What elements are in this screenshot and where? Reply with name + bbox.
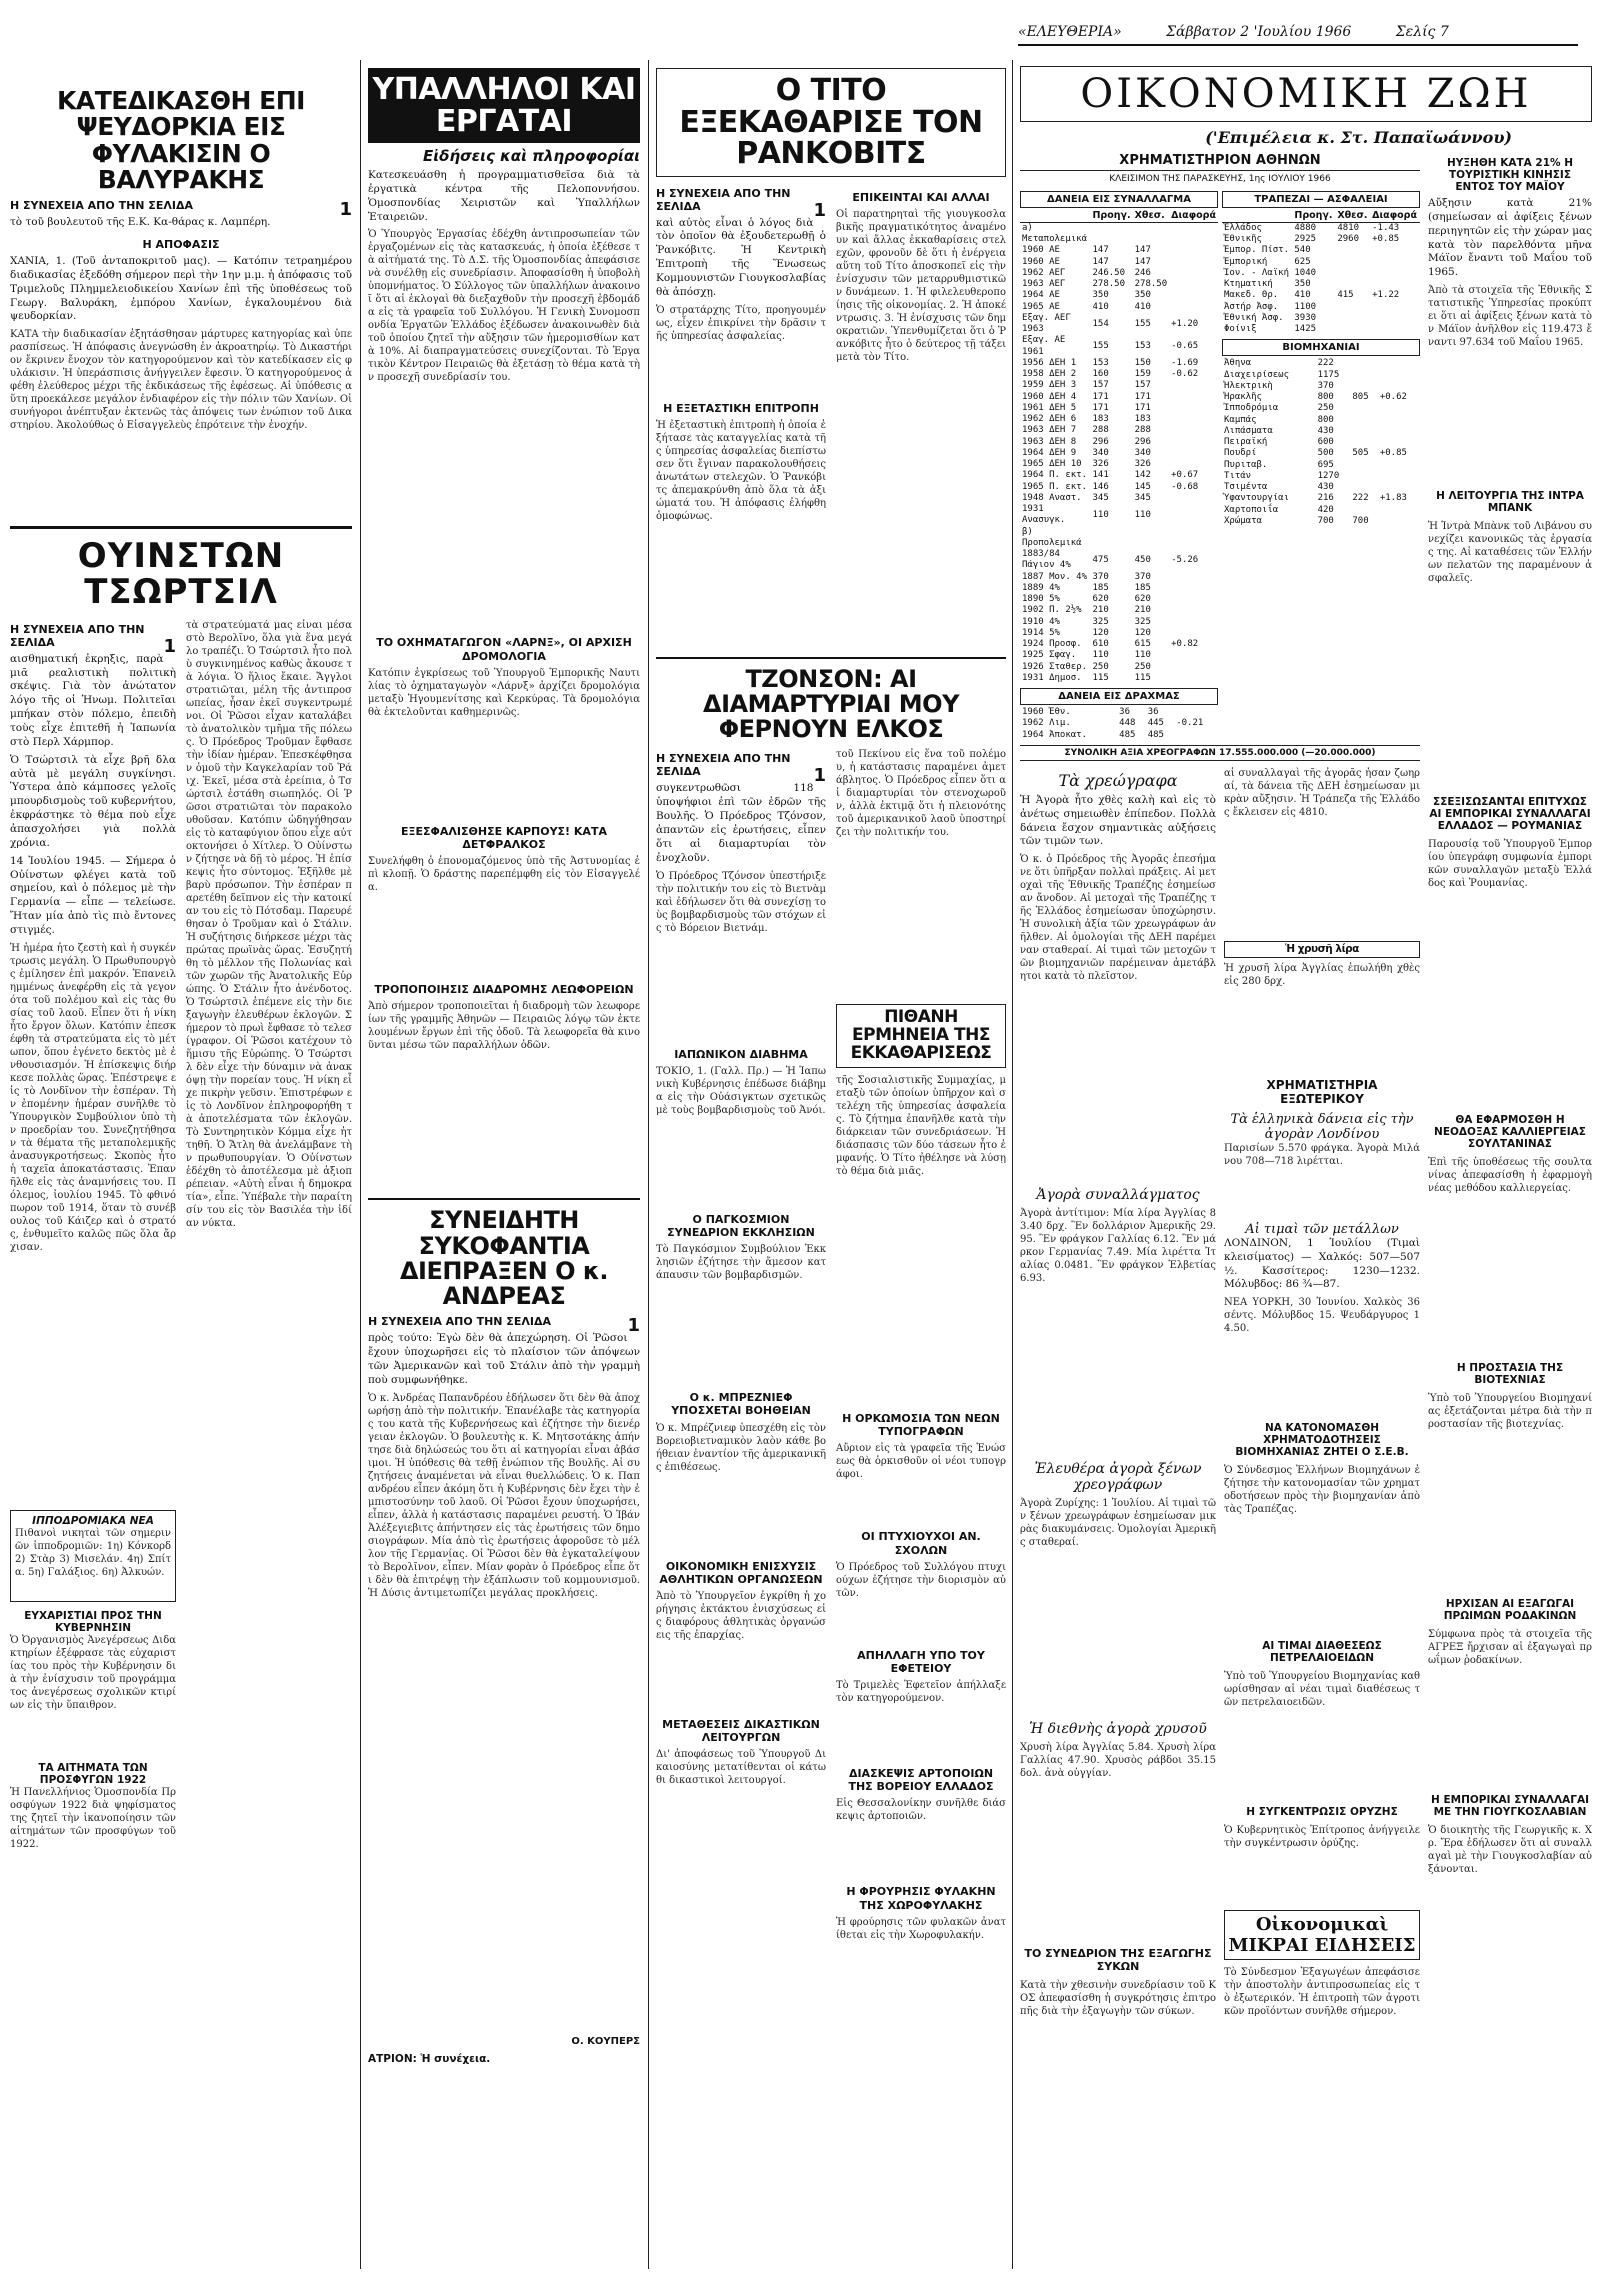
industry-row: Πουδρί 500 505 +0.85 bbox=[1224, 448, 1407, 459]
continuation-note: Η ΣΥΝΕΧΕΙΑ ΑΠΟ ΤΗΝ ΣΕΛΙΔΑ 1 bbox=[368, 1315, 640, 1337]
bond-row: 1902 Π. 2½% 210 210 bbox=[1022, 605, 1151, 616]
bond-row: 1914 5% 120 120 bbox=[1022, 627, 1151, 638]
bond-row: 1960 ΑΕ 147 147 bbox=[1022, 256, 1151, 267]
industry-row: Τιτάν 1270 bbox=[1224, 470, 1340, 481]
bond-row: 1924 Προσφ. 610 615 +0.82 bbox=[1022, 639, 1199, 650]
column-3 bbox=[656, 60, 1006, 2269]
metals-head: Αἱ τιμαὶ τῶν μετάλλων bbox=[1245, 1221, 1399, 1237]
economy-mid bbox=[1020, 767, 1420, 2136]
col-prev: Προηγ. bbox=[1092, 210, 1131, 221]
article-body: πρὸς τούτο: Ἐγὼ δὲν θὰ ἀπεχώρηση. Οἱ Ῥῶσοι ἔχουν ὑποχωρῆσει εἰς τὸ πλαίσιον τῶν ἀπόψεων τῶν Ἀμερικανῶν καὶ τοῦ Στάλιν ἀπὸ τὴν γραμμὴ ποὺ συμφωνήθηκε. bbox=[368, 1332, 640, 1386]
refugees-box: ΤΑ ΑΙΤΗΜΑΤΑ ΤΩΝ ΠΡΟΣΦΥΓΩΝ 1922 Ἡ Πανελλήνιος Ὁμοσπονδία Προσφύγων 1922 διὰ ψηφίσματος της ζητεῖ τὴν ἱκανοποίησιν τῶν αἰτημάτων τῶν προσφύγων τοῦ 1922. bbox=[10, 1761, 176, 1850]
headline-churchill: ΟΥΙΝΣΤΩΝ ΤΣΩΡΤΣΙΛ bbox=[77, 536, 285, 613]
bond-row: 1965 Π. εκτ. 146 145 -0.68 bbox=[1022, 481, 1199, 492]
bond-row: a) Μεταπολεμικά bbox=[1022, 222, 1088, 245]
subhead-more: ΕΠΙΚΕΙΝΤΑΙ ΚΑΙ ΑΛΛΑΙ bbox=[852, 190, 990, 204]
forex-head: Ἀγορὰ συναλλάγματος bbox=[1036, 1187, 1200, 1204]
bond-row: 1889 4% 185 185 bbox=[1022, 582, 1151, 593]
industry-row: Τσιμέντα 430 bbox=[1224, 482, 1334, 493]
bonds-table bbox=[1020, 210, 1218, 684]
article-text-block: Ἡ ἡμέρα ἦτο ζεστὴ καὶ ἡ συγκέντρωσις μεγάλη. Ὁ Πρωθυπουργὸς ἐμίλησεν ἐπὶ μακρόν. Ἐπανειλημμένως ἀνεφέρθη εἰς τὰ γεγονότα τοῦ πολέμου καὶ εἰς τὰς θυσίας τοῦ λαοῦ. Εἶπεν ὅτι ἡ νίκη ἦτο ἔργον ὅλων. Κατόπιν ἐπεσκέφθη τὰ στρατεύματα εἰς τὸ μέτωπον, ὅπου ἐγένετο δεκτὸς μὲ ἐνθουσιασμόν. Ἡ ἐπίσκεψις διήρκεσε πολλὰς ὥρας. Ἐπέστρεψε εἰς τὸ Λονδῖνον τὴν ἑσπέραν. Τὴν ἑπομένην ἡμέραν συνῆλθε τὸ Ὑπουργικὸν Συμβούλιον ὑπὸ τὴν προεδρίαν του. Συνεζητήθησαν τὰ θέματα τῆς μεταπολεμικῆς ἀνασυγκροτήσεως. Σκοπὸς ἦτο ἡ ταχεῖα ἀποκατάστασις. Ἐπανῆλθε εἰς τὰς ἀναμνήσεις του. Πόλεμος, ἰουλίου 1945. Τὸ φθινόπωρον τοῦ 1914, ὅταν τὸ συνέβουλος τοῦ Κάιζερ καὶ ὁ στρατός, ἐνθυμεῖτο καλῶς πῶς ὅλα ἄρχισαν. bbox=[10, 942, 176, 1253]
bond-row: 1960 ΑΕ 147 147 bbox=[1022, 245, 1151, 256]
bond-row: 1963 ΔΕΗ 7 288 288 bbox=[1022, 425, 1151, 436]
section-rule bbox=[656, 657, 1006, 659]
drachma-table bbox=[1020, 707, 1218, 741]
figs-head: ΤΟ ΣΥΝΕΔΡΙΟΝ ΤΗΣ ΕΞΑΓΩΓΗΣ ΣΥΚΩΝ bbox=[1024, 1947, 1212, 1974]
subhead-transfers: ΜΕΤΑΘΕΣΕΙΣ ΔΙΚΑΣΤΙΚΩΝ ΛΕΙΤΟΥΡΓΩΝ bbox=[662, 1717, 820, 1745]
economy-mid-a: Τὰ χρεώγραφα Ἡ Ἀγορὰ ἦτο χθὲς καλὴ καὶ εἰς τὸ ἀνέτως σημειωθὲν ἐπίπεδον. Πολλὰ δάνεια ἔσχον σημαντικὰς αὐξήσεις τῶν τιμῶν των. Ὁ κ. ὁ Πρόεδρος τῆς Ἀγορᾶς ἐπεσήμανε ὅτι ὑπῆρξαν πολλαὶ πράξεις. Αἱ μετοχαὶ τῆς Ἐθνικῆς Τραπέζης ἐσημείωσαν ἄνοδον. Αἱ μετοχαὶ τῆς Τραπέζης τῆς Ἑλλάδος ἐσημείωσαν ὑποχώρησιν. Ἡ συνολικὴ ἀξία τῶν χρεωγράφων ἀνῆλθεν. Αἱ ὁμολογίαι τῆς ΔΕΗ παρέμειναν σταθεραί. Αἱ τιμαὶ τῶν μετοχῶν τῶν βιομηχανιῶν παρέμειναν ἀμετάβλητοι κατὰ τὸ πλεῖστον. Ἀγορὰ συναλλάγματος Ἀγορὰ ἀντίτιμον: Μία λίρα Ἀγγλίας 83.40 δρχ. Ἓν δολλάριον Ἀμερικῆς 29.95. Ἓν φράγκον Γαλλίας 6.12. Ἓν μάρκον Γερμανίας 7.49. Μία λιρέττα Ἰταλίας 0.0481. Ἓν φράγκον Ἑλβετίας 6.93. Ἐλευθέρα ἀγορὰ ξένων χρεογράφων Ἀγορὰ Ζυρίχης: 1 Ἰουλίου. Αἱ τιμαὶ τῶν ξένων χρεωγράφων ἐσημείωσαν μικρὰς διακυμάνσεις. Ὁμολογίαι Ἀμερικῆς σταθεραί. Ἡ διεθνὴς ἀγορὰ χρυσοῦ Χρυσὴ λίρα Ἀγγλίας 5.84. Χρυσὴ λίρα Γαλλίας 47.90. Χρυσὸς ράβδοι 35.15 δολ. ἀνὰ οὐγγίαν. ΤΟ ΣΥΝΕΔΡΙΟΝ ΤΗΣ ΕΞΑΓΩΓΗΣ ΣΥΚΩΝ Κατὰ τὴν χθεσινὴν συνεδρίασιν τοῦ ΚΟΣ ἀπεφασίσθη ἡ συγκρότησις ἐπιτροπῆς διὰ τὴν ἐξαγωγὴν τῶν σύκων. bbox=[1020, 770, 1216, 2018]
total-value: ΣΥΝΟΛΙΚΗ ΑΞΙΑ ΧΡΕΟΓΡΑΦΩΝ 17.555.000.000 (—20.000.000) bbox=[1020, 745, 1420, 761]
exchange-block bbox=[1020, 153, 1420, 2136]
headline-tito: Ο ΤΙΤΟ ΕΞΕΚΑΘΑΡΙΣΕ ΤΟΝ ΡΑΝΚΟΒΙΤΣ bbox=[656, 68, 1006, 177]
peaches-head: ΗΡΧΙΣΑΝ ΑΙ ΕΞΑΓΩΓΑΙ ΠΡΩΙΜΩΝ ΡΟΔΑΚΙΝΩΝ bbox=[1443, 1598, 1577, 1623]
col-yesterday: Χθεσ. bbox=[1133, 210, 1170, 222]
industry-row: Ἰπποδρόμια 250 bbox=[1224, 403, 1334, 414]
banks-table bbox=[1222, 210, 1420, 335]
subhead-brezhnev: Ο κ. ΜΠΡΕΖΝΙΕΦ ΥΠΟΣΧΕΤΑΙ ΒΟΗΘΕΙΑΝ bbox=[671, 1391, 811, 1418]
article-body: συγκεντρωθῶσι 118 ὑποψήφιοι ἐπὶ τῶν ἑδρῶν τῆς Βουλῆς. Ὁ Πρόεδρος Τζόνσον, ἀπαντῶν εἰς ἐρωτήσεις, εἶπεν ὅτι αἱ διαμαρτυρίαι τὸν ἐνοχλοῦν. bbox=[656, 782, 826, 864]
drachma-row: 1964 Ἀποκατ. 485 485 bbox=[1022, 729, 1164, 740]
johnson-col-b: τοῦ Πεκίνου εἰς ἕνα τοῦ πολέμου, ἡ κατάστασις παραμένει ἀμετάβλητος. Ὁ Πρόεδρος εἶπεν ὅτι αἱ διαμαρτυρίαι τὸν στενοχωροῦν, ἀλλὰ ἐκτιμᾷ ὅτι ἡ πλειονότης τοῦ ἀμερικανικοῦ λαοῦ ὑποστηρίζει τὴν πολιτικήν του. ΠΙΘΑΝΗ ΕΡΜΗΝΕΙΑ ΤΗΣ ΕΚΚΑΘΑΡΙΣΕΩΣ τῆς Σοσιαλιστικῆς Συμμαχίας, μεταξὺ τῶν ὁποίων ὑπῆρχον καὶ στελέχη τῆς ὑπηρεσίας ἀσφαλείας. Τὸ ζήτημα ἐπανῆλθε κατὰ τὴν διάρκειαν τῶν συνεδριάσεων. Ἡ διάσπασις τῶν δύο τάσεων ἦτο ἐμφανής. Ὁ Τίτο ἠθέλησε νὰ λύσῃ τὸ θέμα διὰ μιᾶς. Η ΟΡΚΩΜΟΣΙΑ ΤΩΝ ΝΕΩΝ ΤΥΠΟΓΡΑΦΩΝ Αὔριον εἰς τὰ γραφεῖα τῆς Ἑνώσεως θὰ ὁρκισθοῦν οἱ νέοι τυπογράφοι. ΟΙ ΠΤΥΧΙΟΥΧΟΙ ΑΝ. ΣΧΟΛΩΝ Ὁ Πρόεδρος τοῦ Συλλόγου πτυχιούχων ἐζήτησε τὴν διορισμὸν αὐτῶν. ΑΠΗΛΛΑΓΗ ΥΠΟ ΤΟΥ ΕΦΕΤΕΙΟΥ Τὸ Τριμελὲς Ἐφετεῖον ἀπήλλαξε τὸν κατηγορούμενον. ΔΙΑΣΚΕΨΙΣ ΑΡΤΟΠΟΙΩΝ ΤΗΣ ΒΟΡΕΙΟΥ ΕΛΛΑΔΟΣ Εἰς Θεσσαλονίκην συνῆλθε διάσκεψις ἀρτοποιῶν. Η ΦΡΟΥΡΗΣΙΣ ΦΥΛΑΚΗΝ ΤΗΣ ΧΩΡΟΦΥΛΑΚΗΣ Ἡ φρούρησις τῶν φυλακῶν ἀνατίθεται εἰς τὴν Χωροφυλακήν. bbox=[836, 749, 1006, 1941]
tito-col-a: Η ΣΥΝΕΧΕΙΑ ΑΠΟ ΤΗΝ ΣΕΛΙΔΑ 1 καὶ αὐτὸς εἶναι ὁ λόγος διὰ τὸν ὁποῖον θὰ ἐξουδετερωθῇ ὁ Ῥανκόβιτς. Ἡ Κεντρικὴ Ἐπιτροπὴ τῆς Ἕνωσεως Κομμουνιστῶν Γιουγκοσλαβίας θὰ ἀπόσχῃ. Ὁ στρατάρχης Τίτο, προηγουμένως, εἶχεν ἐπικρίνει τὴν δρᾶσιν τῆς ὑπηρεσίας ἀσφαλείας. Η ΕΞΕΤΑΣΤΙΚΗ ΕΠΙΤΡΟΠΗ Ἡ ἐξεταστικὴ ἐπιτροπὴ ἡ ὁποία ἐξήτασε τὰς καταγγελίας κατὰ τῆς ὑπηρεσίας ἀσφαλείας διεπίστωσεν ὅτι ἔγιναν παρακολουθήσεις ἀνωτάτων στελεχῶν. Ὁ Ῥανκόβιτς ἀπεμακρύνθη ἀπὸ ὅλα τὰ ἀξιώματά του. Ἡ ἀπόφασις ἐλήφθη ὁμοφώνως. bbox=[656, 186, 826, 522]
article-text-block: Ὁ κ. Ἀνδρέας Παπανδρέου ἐδήλωσεν ὅτι δὲν θὰ ἀποχωρήσῃ ἀπὸ τὴν πολιτικήν. Ἐπανέλαβε τὰς κατηγορίας του κατὰ τῆς Κυβερνήσεως καὶ ἐζήτησε τὴν διενέργειαν ἐκλογῶν. Ὁ βουλευτὴς κ. Κ. Μητσοτάκης ἀπήντησε διὰ δηλώσεώς του ὅτι αἱ κατηγορίαι εἶναι ἀβάσιμοι. Ἡ ὑπόθεσις θὰ τεθῇ ἐνώπιον τῆς Βουλῆς. Αἱ συζητήσεις ἀναμένεται νὰ εἶναι θυελλώδεις. Ὁ κ. Παπανδρέου εἶπεν ἀκόμη ὅτι ἡ Κυβέρνησις δὲν ἔχει τὴν ἐμπιστοσύνην τοῦ λαοῦ. Οἱ Ῥῶσοι ἔχουν ὑποχωρήσει, εἶπεν, ἀλλὰ ἡ κατάστασις παραμένει ρευστή. Ὁ Ἰβάν Ἀλέξεγιεβιτς ἀπήντησεν εἰς τὰς ἐρωτήσεις τῶν δημοσιογράφων. Μία ἀπὸ τὶς ἐρωτήσεις ἀφοροῦσε τὸ μέλλον τῆς Γερμανίας. Οἱ Ῥῶσοι δὲν θὰ ἐγκαταλείψουν τὸ Βερολῖνον, εἶπεν. Μίαν φορὰν ὁ Πρόεδρος εἶπε ὅτι δὲν θὰ ἐπιτρέψῃ τὴν ἐξάπλωσιν τοῦ κομμουνισμοῦ. Ἡ Δύσις ἀντιμετωπίζει μεγάλας προκλήσεις. bbox=[368, 1392, 640, 1599]
subhead-sports: ΟΙΚΟΝΟΜΙΚΗ ΕΝΙΣΧΥΣΙΣ ΑΘΛΗΤΙΚΩΝ ΟΡΓΑΝΩΣΕΩΝ bbox=[659, 1559, 823, 1586]
gold-lira-head: Ἡ χρυσῆ λίρα bbox=[1224, 941, 1420, 958]
bond-row: β) Προπολεμικά bbox=[1022, 526, 1082, 548]
bond-row: Εξαγ. ΑΕ 1961 155 153 -0.65 bbox=[1022, 335, 1199, 357]
securities-head: Τὰ χρεώγραφα bbox=[1058, 770, 1178, 790]
economy-right: ΗΥΞΗΘΗ ΚΑΤΑ 21% Η ΤΟΥΡΙΣΤΙΚΗ ΚΙΝΗΣΙΣ ΕΝΤΟΣ ΤΟΥ ΜΑΪΟΥ Αὔξησιν κατὰ 21% (σημείωσαν αἱ ἀφίξεις ξένων περιηγητῶν εἰς τὴν χώραν μας κατὰ τὸν παρελθόντα μῆνα Μάϊον ἔναντι τοῦ Μαΐου τοῦ 1965. Ἀπὸ τὰ στοιχεῖα τῆς Ἐθνικῆς Στατιστικῆς Ὑπηρεσίας προκύπτει ὅτι αἱ ἀφίξεις ξένων κατὰ τὸν Μάϊον ἀνῆλθον εἰς 119.473 ἔναντι 97.634 τοῦ Μαΐου 1965. Η ΛΕΙΤΟΥΡΓΙΑ ΤΗΣ ΙΝΤΡΑ ΜΠΑΝΚ Ἡ Ἰντρὰ Μπὰνκ τοῦ Λιβάνου συνεχίζει κανονικῶς τὰς ἐργασίας της. Αἱ καταθέσεις τῶν Ἑλλήνων πελατῶν της παραμένουν ἀσφαλεῖς. ΣΣΕΞΙΣΩΣΑΝΤΑΙ ΕΠΙΤΥΧΩΣ ΑΙ ΕΜΠΟΡΙΚΑΙ ΣΥΝΑΛΛΑΓΑΙ ΕΛΛΑΔΟΣ — ΡΟΥΜΑΝΙΑΣ Παρουσίᾳ τοῦ Ὑπουργοῦ Ἐμπορίου ὑπεγράφη συμφωνία ἐμπορικῶν συναλλαγῶν μεταξὺ Ἑλλάδος καὶ Ῥουμανίας. ΘΑ ΕΦΑΡΜΟΣΘΗ Η ΝΕΟΔΟΞΑΣ ΚΑΛΛΙΕΡΓΕΙΑΣ ΣΟΥΛΤΑΝΙΝΑΣ Ἐπὶ τῆς ὑποθέσεως τῆς σουλτανίνας ἀπεφασίσθη ἡ ἐφαρμογὴ νέας μεθόδου καλλιεργείας. Η ΠΡΟΣΤΑΣΙΑ ΤΗΣ ΒΙΟΤΕΧΝΙΑΣ Ὑπὸ τοῦ Ὑπουργείου Βιομηχανίας ἐξετάζονται μέτρα διὰ τὴν προστασίαν τῆς βιοτεχνίας. ΗΡΧΙΣΑΝ ΑΙ ΕΞΑΓΩΓΑΙ ΠΡΩΙΜΩΝ ΡΟΔΑΚΙΝΩΝ Σύμφωνα πρὸς τὰ στοιχεῖα τῆς ΑΓΡΕΞ ἤρχισαν αἱ ἐξαγωγαὶ πρωΐμων ῥοδακίνων. Η ΕΜΠΟΡΙΚΑΙ ΣΥΝΑΛΛΑΓΑΙ ΜΕ ΤΗΝ ΓΙΟΥΓΚΟΣΛΑΒΙΑΝ Ὁ διοικητὴς τῆς Γεωργικῆς κ. Χρ. Ἔρα ἐδήλωσεν ὅτι αἱ συναλλαγαὶ μὲ τὴν Γιουγκοσλαβίαν αὐξάνονται. bbox=[1428, 157, 1592, 1876]
bank-row: Ἑλλάδος 4880 4810 -1.43 bbox=[1224, 222, 1400, 233]
kicker: Εἰδήσεις καὶ πληροφορίαι bbox=[423, 147, 640, 165]
johnson-col-a: Η ΣΥΝΕΧΕΙΑ ΑΠΟ ΤΗΝ ΣΕΛΙΔΑ 1 συγκεντρωθῶσι 118 ὑποψήφιοι ἐπὶ τῶν ἑδρῶν τῆς Βουλῆς. Ὁ Πρόεδρος Τζόνσον, ἀπαντῶν εἰς ἐρωτήσεις, εἶπεν ὅτι αἱ διαμαρτυρίαι τὸν ἐνοχλοῦν. Ὁ Πρόεδρος Τζόνσον ὑπεστήριξε τὴν πολιτικήν του εἰς τὸ Βιετνὰμ καὶ ἐδήλωσεν ὅτι θὰ συνεχίσῃ τοὺς βομβαρδισμοὺς τῶν στόχων εἰς τὸ Βόρειον Βιετνάμ. ΙΑΠΩΝΙΚΟΝ ΔΙΑΒΗΜΑ ΤΟΚΙΟ, 1. (Γαλλ. Πρ.) — Ἡ Ἰαπωνικὴ Κυβέρνησις ἐπέδωσε διάβημα εἰς τὴν Οὐάσιγκτων σχετικῶς μὲ τοὺς βομβαρδισμοὺς τοῦ Ἀνόι. Ο ΠΑΓΚΟΣΜΙΟΝ ΣΥΝΕΔΡΙΟΝ ΕΚΚΛΗΣΙΩΝ Τὸ Παγκόσμιον Συμβούλιον Ἐκκλησιῶν ἐζήτησε τὴν ἄμεσον κατάπαυσιν τῶν βομβαρδισμῶν. Ο κ. ΜΠΡΕΖΝΙΕΦ ΥΠΟΣΧΕΤΑΙ ΒΟΗΘΕΙΑΝ Ὁ κ. Μπρέζνιεφ ὑπεσχέθη εἰς τὸν Βορειοβιετναμικὸν λαὸν κάθε βοήθειαν ἐναντίον τῆς ἀμερικανικῆς ἐπιθέσεως. ΟΙΚΟΝΟΜΙΚΗ ΕΝΙΣΧΥΣΙΣ ΑΘΛΗΤΙΚΩΝ ΟΡΓΑΝΩΣΕΩΝ Ἀπὸ τὸ Ὑπουργεῖον ἐγκρίθη ἡ χορήγησις ἐκτάκτου ἐνισχύσεως εἰς διαφόρους ἀθλητικὰς ὀργανώσεις τῆς ἐπαρχίας. ΜΕΤΑΘΕΣΕΙΣ ΔΙΚΑΣΤΙΚΩΝ ΛΕΙΤΟΥΡΓΩΝ Δι' ἀποφάσεως τοῦ Ὑπουργοῦ Δικαιοσύνης μετατίθενται οἱ κάτωθι δικαστικοὶ λειτουργοί. bbox=[656, 752, 826, 1787]
page-number: Σελίς 7 bbox=[1395, 24, 1449, 40]
bank-row: Φοίνιξ 1425 bbox=[1224, 324, 1317, 335]
bank-row: Ἐμπορική 625 bbox=[1224, 256, 1311, 267]
industry-row: Πυριταβ. 695 bbox=[1224, 459, 1334, 470]
bond-row: 1959 ΔΕΗ 3 157 157 bbox=[1022, 380, 1151, 391]
bond-row: 1961 ΔΕΗ 5 171 171 bbox=[1022, 402, 1151, 413]
industry-row: Χαρτοποιΐα 420 bbox=[1224, 504, 1334, 515]
tables-row bbox=[1020, 187, 1420, 741]
small-news-box: Οἰκονομικαὶ ΜΙΚΡΑΙ ΕΙΔΗΣΕΙΣ bbox=[1224, 1910, 1420, 1960]
industry-title: ΒΙΟΜΗΧΑΝΙΑΙ bbox=[1222, 339, 1420, 356]
bank-row: Ἀστήρ Ἀσφ. 1100 bbox=[1224, 301, 1317, 312]
drachma-title: ΔΑΝΕΙΑ ΕΙΣ ΔΡΑΧΜΑΣ bbox=[1020, 688, 1218, 705]
column-rule bbox=[360, 60, 361, 2269]
tomorrow-note: ΑΤΡΙΟΝ: Ἡ συνέχεια. bbox=[368, 2052, 491, 2065]
thanks-box: ΕΥΧΑΡΙΣΤΙΑΙ ΠΡΟΣ ΤΗΝ ΚΥΒΕΡΝΗΣΙΝ Ὁ Ὀργανισμὸς Ἀνεγέρσεως Διδακτηρίων ἐξέφρασε τὰς εὐχαριστίας του πρὸς τὴν Κυβέρνησιν διὰ τὴν ἐνίσχυσιν τοῦ προγράμματος ἀνεγέρσεως σχολικῶν κτιρίων εἰς τὴν ὕπαιθρον. bbox=[10, 1609, 176, 1711]
subhead-graduates: ΟΙ ΠΤΥΧΙΟΥΧΟΙ ΑΝ. ΣΧΟΛΩΝ bbox=[861, 1530, 981, 1557]
col-yesterday: Χθεσ. bbox=[1335, 210, 1370, 222]
column-1 bbox=[10, 60, 352, 2269]
yugoslavia-trade-head: Η ΕΜΠΟΡΙΚΑΙ ΣΥΝΑΛΛΑΓΑΙ ΜΕ ΤΗΝ ΓΙΟΥΓΚΟΣΛΑΒΙΑΝ bbox=[1431, 1794, 1589, 1819]
subhead-acquitted: ΑΠΗΛΛΑΓΗ ΥΠΟ ΤΟΥ ΕΦΕΤΕΙΟΥ bbox=[857, 1648, 985, 1675]
bank-row: Ἰον. - Λαϊκή 1040 bbox=[1224, 267, 1317, 278]
bond-row: 1948 Αναστ. 345 345 bbox=[1022, 492, 1151, 503]
section-rule bbox=[368, 1198, 640, 1200]
bond-row: 1962 ΔΕΗ 6 183 183 bbox=[1022, 414, 1151, 425]
rice-head: Η ΣΥΓΚΕΝΤΡΩΣΙΣ ΟΡΥΖΗΣ bbox=[1246, 1806, 1398, 1819]
drachma-row: 1962 Λιμ. 448 445 -0.21 bbox=[1022, 718, 1204, 729]
bond-row: 1931 Δημοσ. 115 115 bbox=[1022, 672, 1151, 683]
bonds-title: ΔΑΝΕΙΑ ΕΙΣ ΣΥΝΑΛΛΑΓΜΑ bbox=[1020, 191, 1218, 208]
bonds-table-wrap bbox=[1020, 187, 1218, 741]
article-text-block: τὰ στρατεύματά μας εἶναι μέσα στὸ Βερολῖνο, ὅλα γιὰ ἕνα μεγάλο τραπέζι. Ὁ Τσώρτσιλ ἦτο πολὺ συγκινημένος καθὼς ἄκουσε τὰ λόγια. Ὁ ἥλιος ἔκαιε. Ἄγγλοι στρατιῶται, μέλη τῆς ἀντιπροσωπείας, ἦσαν ἐκεῖ συγκεντρωμένοι. Οἱ Ῥῶσοι εἶχαν καταλάβει τὸ ἀνατολικὸν τμῆμα τῆς πόλεως. Ὁ Πρόεδρος Τροῦμαν ἔφθασε τὴν ἰδίαν ἡμέραν. Ἐπεσκέφθησαν ὁμοῦ τὴν Καγκελαρίαν τοῦ Ῥάιχ. Ἐκεῖ, μέσα στὰ ἐρείπια, ὁ Τσώρτσιλ ἐστάθη σιωπηλός. Οἱ Ῥῶσοι στρατιῶται τὸν παρακολουθοῦσαν. Κατόπιν ὠδηγήθησαν εἰς τὸ καταφύγιον ὅπου εἶχε αὐτοκτονήσει ὁ Χίτλερ. Ὁ Οὐίνστων ζήτησε νὰ δῇ τὸ μέρος. Ἡ ἐπίσκεψις ἦτο σύντομος. Ἐξῆλθε μὲ βαρὺ πρόσωπον. Τὴν ἑσπέραν παρετέθη δεῖπνον εἰς τὴν κατοικίαν του εἰς τὸ Πότσδαμ. Παρευρέθησαν ὁ Τροῦμαν καὶ ὁ Στάλιν. Ἡ συζήτησις διήρκεσε μέχρι τὰς πρώτας πρωϊνὰς ὥρας. Ἐσυζητήθη τὸ μέλλον τῆς Πολωνίας καὶ τῶν χωρῶν τῆς Ἀνατολικῆς Εὐρώπης. Ὁ Στάλιν ἦτο ἀνένδοτος. Ὁ Τσώρτσιλ ἐπέμενε εἰς τὴν διεξαγωγὴν ἐλευθέρων ἐκλογῶν. Σήμερον τὸ πρωὶ ἔφθασε τὸ τελεσίγραφον. Οἱ Ῥῶσοι κατέχουν τὸ ἥμισυ τῆς Εὐρώπης. Ὁ Τσώρτσιλ δὲν εἶχε τὴν δύναμιν νὰ ἀνακόψῃ τὴν πορείαν τους. Ἡ νίκη εἶχε πικρὴν γεῦσιν. Ἐπιστρέφων εἰς τὸ Λονδῖνον ἐπληροφορήθη τὰ ἀποτελέσματα τῶν ἐκλογῶν. Τὸ Συντηρητικὸν Κόμμα εἶχε ἡττηθῆ. Ὁ Ἄτλη θὰ ἀνελάμβανε τὴν πρωθυπουργίαν. Ὁ Οὐίνστων ἐδέχθη τὸ ἀποτέλεσμα μὲ ἀξιοπρέπειαν. «Αὐτὴ εἶναι ἡ δημοκρατία», εἶπε. Ὑπέβαλε τὴν παραίτησίν του εἰς τὸν Βασιλέα τὴν ἰδίαν νύκτα. bbox=[186, 619, 352, 1229]
gold-market-head: Ἡ διεθνὴς ἀγορὰ χρυσοῦ bbox=[1029, 1721, 1207, 1738]
article-body: αισθηματική ἐκρηξις, παρὰ μιᾶ ρεαλιστικὴ πολιτικὴ σκέψις. Γιὰ τὸν ἀνώτατον λόγο τῆς οἱ Ἡνωμ. Πολιτεῖαι μπήκαν στὸν πόλεμο, ἐπειδὴ τοὺς εἶχε ἐπιτεθῆ ἡ Ἰαπωνία στὸ Περλ Χάρμπορ. bbox=[10, 652, 176, 748]
subhead-bakers: ΔΙΑΣΚΕΨΙΣ ΑΡΤΟΠΟΙΩΝ ΤΗΣ ΒΟΡΕΙΟΥ ΕΛΛΑΔΟΣ bbox=[848, 1767, 994, 1794]
industry-row: Χρώματα 700 700 bbox=[1224, 515, 1369, 526]
article-text-block: ΚΑΤΑ τὴν διαδικασίαν ἐξητάσθησαν μάρτυρες κατηγορίας καὶ ὑπερασπίσεως. Ἡ ἀπόφασις ἀνεγνώσθη ἐν ἀκροατηρίῳ. Τὸ Δικαστήριον ἔκρινεν ἔνοχον τὸν κατηγορούμενον καὶ τὸν κατεδίκασεν εἰς φυλάκισιν. Ἡ ὑπεράσπισις ἀνήγγειλεν ἔφεσιν. Ὁ κατηγορούμενος ἀφέθη ἐλεύθερος μέχρι τῆς ἐκδικάσεως τῆς ἐφέσεως. Αἱ ὑπόθεσις αὕτη προεκάλεσε μεγάλον ἐνδιαφέρον εἰς τὴν πόλιν τῶν Χανίων. Οἱ συνήγοροι ἀνέπτυξαν ἐκτενῶς τὰς ἀπόψεις των ἐνώπιον τοῦ Δικαστηρίου. Ἀκολούθως ὁ Εἰσαγγελεὺς ἐπρότεινε τὴν ἐνοχήν. bbox=[10, 329, 352, 432]
intrabank-head: Η ΛΕΙΤΟΥΡΓΙΑ ΤΗΣ ΙΝΤΡΑ ΜΠΑΝΚ bbox=[1436, 490, 1584, 515]
bond-row: 1963 ΔΕΗ 8 296 296 bbox=[1022, 436, 1151, 447]
bank-row: Ἐμπορ. Πίστ. 540 bbox=[1224, 245, 1311, 256]
col-diff: Διαφορά bbox=[1171, 210, 1216, 221]
petroleum-head: ΑΙ ΤΙΜΑΙ ΔΙΑΘΕΣΕΩΣ ΠΕΤΡΕΛΑΙΟΕΙΔΩΝ bbox=[1262, 1640, 1382, 1665]
industry-row: Ὑφαντουργίαι 216 222 +1.83 bbox=[1224, 493, 1407, 504]
article-body: 14 Ἰουλίου 1945. — Σήμερα ὁ Οὐίνστων φλέγει κατὰ τοῦ σημείου, καὶ ὁ πόλεμος μὲ τὴν Γερμανία — εἶπε — τελείωσε. Ἤταν μία ἀπὸ τὶς πιὸ ἔντονες στιγμές. bbox=[10, 854, 176, 937]
churchill-col-b bbox=[186, 619, 352, 2019]
industry-row: Λιπάσματα 430 bbox=[1224, 425, 1334, 436]
article-text-block: Ὁ Ὑπουργὸς Ἐργασίας ἐδέχθη ἀντιπροσωπείαν τῶν ἐργαζομένων εἰς τὰς κατασκευάς, ἡ ὁποία ἐξέθεσε τὰ αἰτήματά της. Τὸ Δ.Σ. τῆς Ὁμοσπονδίας ἀπεφάσισε νὰ συνέλθῃ εἰς συνεδρίασιν. Ἀποφασίσθη ἡ ὑποβολὴ ὑπομνήματος. Ὁ Σύλλογος τῶν ὑπαλλήλων ἀνακοινοῖ ὅτι αἱ ἐκλογαὶ θὰ διεξαχθοῦν τὴν προσεχῆ ἑβδομάδα εἰς τὰ γραφεῖα τοῦ Συλλόγου. Ἡ Γενικὴ Συνομοσπονδία Ἐργατῶν Ἑλλάδος ἐξέδωσεν ἀνακοινωθὲν διὰ τοῦ ὁποίου ζητεῖ τὴν αὔξησιν τῶν ἡμερομισθίων κατὰ 10%. Αἱ διαπραγματεύσεις συνεχίζονται. Τὸ Ἐργατικὸν Κέντρον Πειραιῶς θὰ ἐξετάσῃ τὸ θέμα κατὰ τὴν προσεχῆ συνεδρίασίν του. bbox=[368, 229, 640, 384]
churchill-article bbox=[10, 619, 352, 2019]
column-rule bbox=[648, 60, 649, 2269]
tito-col-b: ΕΠΙΚΕΙΝΤΑΙ ΚΑΙ ΑΛΛΑΙ Οἱ παρατηρηταὶ τῆς γιουγκοσλαβικῆς πραγματικότητος ἀναμένουν καὶ ἄλλας ἐκκαθαρίσεις στελεχῶν, φρονοῦν δὲ ὅτι ἡ ἐνέργεια αὕτη τοῦ Τίτο ἀποσκοπεῖ εἰς τὴν ἐνίσχυσιν τῶν μεταρρυθμιστικῶν δυνάμεων. 1. Ἡ φιλελευθεροποίησις τῆς οἰκονομίας. 2. Ἡ ἀποκέντρωσις. 3. Ἡ ἐνίσχυσις τῶν δημοκρατιῶν. Ὑπενθυμίζεται ὅτι ὁ Ῥανκόβιτς ἦτο ὁ δεύτερος τῇ τάξει μετὰ τὸν Τίτο. bbox=[836, 190, 1006, 363]
headline-valyrakis: ΚΑΤΕΔΙΚΑΣΘΗ ΕΠΙ ΨΕΥΔΟΡΚΙΑ ΕΙΣ ΦΥΛΑΚΙΣΙΝ Ο ΒΑΛΥΡΑΚΗΣ bbox=[57, 86, 305, 194]
industry-row: Διαχειρίσεως 1175 bbox=[1224, 369, 1340, 380]
box-explanation: ΠΙΘΑΝΗ ΕΡΜΗΝΕΙΑ ΤΗΣ ΕΚΚΑΘΑΡΙΣΕΩΣ bbox=[836, 1004, 1006, 1068]
johnson-article bbox=[656, 748, 1006, 2035]
subhead-ferry: ΤΟ ΟΧΗΜΑΤΑΓΩΓΟΝ «ΛΑΡΝΞ», ΟΙ ΑΡΧΙΣΗ ΔΡΟΜΟΛΟΓΙΑ bbox=[376, 636, 632, 663]
economy-section bbox=[1020, 60, 1592, 2269]
subhead-bus-route: ΤΡΟΠΟΠΟΙΗΣΙΣ ΔΙΑΔΡΟΜΗΣ ΛΕΩΦΟΡΕΙΩΝ bbox=[374, 983, 634, 997]
masthead bbox=[1018, 24, 1578, 42]
headline-johnson: ΤΖΟΝΣΟΝ: ΑΙ ΔΙΑΜΑΡΤΥΡΙΑΙ ΜΟΥ ΦΕΡΝΟΥΝ ΕΛΚΟΣ bbox=[703, 664, 959, 744]
signature: Ο. ΚΟΥΠΕΡΣ bbox=[571, 2035, 640, 2047]
foreign-exchanges-head: ΧΡΗΜΑΤΙΣΤΗΡΙΑ ΕΞΩΤΕΡΙΚΟΥ bbox=[1266, 1077, 1378, 1106]
churchill-col-a bbox=[10, 619, 176, 2019]
bank-row: Μακεδ. Θρ. 410 415 +1.22 bbox=[1224, 290, 1400, 301]
london-bonds-head: Τὰ ἑλληνικὰ δάνεια εἰς τὴν ἀγορὰν Λονδίνου bbox=[1230, 1111, 1414, 1142]
banks-table-wrap bbox=[1222, 187, 1420, 741]
bond-row: 1910 4% 325 325 bbox=[1022, 616, 1151, 627]
industry-row: Ἀθηνα 222 bbox=[1224, 358, 1334, 369]
industry-row: Ἠλεκτρικὴ 370 bbox=[1224, 380, 1334, 391]
bond-row: 1887 Μον. 4% 370 370 bbox=[1022, 571, 1151, 582]
exchange-title: ΧΡΗΜΑΤΙΣΤΗΡΙΟΝ ΑΘΗΝΩΝ bbox=[1020, 153, 1420, 171]
subhead-gendarmerie: Η ΦΡΟΥΡΗΣΙΣ ΦΥΛΑΚΗΝ ΤΗΣ ΧΩΡΟΦΥΛΑΚΗΣ bbox=[846, 1885, 996, 1912]
subhead-apofasis: Η ΑΠΟΦΑΣΙΣ bbox=[142, 237, 220, 251]
subhead-secured: ΕΞΕΣΦΑΛΙΣΘΗΣΕ ΚΑΡΠΟΥΣ! ΚΑΤΑ ΔΕΤΦΡΑΛΚΟΣ bbox=[401, 824, 607, 851]
tourism-head: ΗΥΞΗΘΗ ΚΑΤΑ 21% Η ΤΟΥΡΙΣΤΙΚΗ ΚΙΝΗΣΙΣ ΕΝΤΟΣ ΤΟΥ ΜΑΪΟΥ bbox=[1447, 157, 1573, 193]
tito-article bbox=[656, 183, 1006, 649]
bond-row: 1964 Π. εκτ. 141 142 +0.67 bbox=[1022, 470, 1199, 481]
bond-row: 1883/84 Πάγιον 4% 475 450 -5.26 bbox=[1022, 549, 1199, 571]
subhead-inquiry: Η ΕΞΕΤΑΣΤΙΚΗ ΕΠΙΤΡΟΠΗ bbox=[663, 401, 819, 415]
paper-name: «ΕΛΕΥΘΕΡΙΑ» bbox=[1018, 24, 1122, 40]
subhead-typographers: Η ΟΡΚΩΜΟΣΙΑ ΤΩΝ ΝΕΩΝ ΤΥΠΟΓΡΑΦΩΝ bbox=[842, 1411, 1000, 1439]
industry-row: Ἠρακλῆς 800 805 +0.62 bbox=[1224, 392, 1407, 403]
economy-top bbox=[1020, 153, 1592, 2136]
bond-row: 1925 Σφαγ. 110 110 bbox=[1022, 650, 1151, 661]
bond-row: 1965 ΔΕΗ 10 326 326 bbox=[1022, 459, 1151, 470]
romania-trade-head: ΣΣΕΞΙΣΩΣΑΝΤΑΙ ΕΠΙΤΥΧΩΣ ΑΙ ΕΜΠΟΡΙΚΑΙ ΣΥΝΑΛΛΑΓΑΙ ΕΛΛΑΔΟΣ — ΡΟΥΜΑΝΙΑΣ bbox=[1429, 796, 1591, 833]
headline-employees: ΥΠΑΛΛΗΛΟΙ ΚΑΙ ΕΡΓΑΤΑΙ bbox=[368, 68, 640, 143]
article-lead: τὸ τοῦ βουλευτοῦ τῆς Ε.Κ. Κα-θάρας κ. Λαμπέρη. bbox=[10, 216, 271, 228]
article-body: Κατεσκευάσθη ἡ προγραμματισθεῖσα διὰ τὰ ἐργατικὰ κέντρα τῆς Πελοποννήσου. Ὁμοσπονδίας Χειριστῶν καὶ Ὑπαλλήλων Ἑταιρειῶν. bbox=[368, 169, 640, 223]
industry-row: Πειραϊκή 600 bbox=[1224, 437, 1334, 448]
article-body: καὶ αὐτὸς εἶναι ὁ λόγος διὰ τὸν ὁποῖον θὰ ἐξουδετερωθῇ ὁ Ῥανκόβιτς. Ἡ Κεντρικὴ Ἐπιτροπὴ τῆς Ἕνωσεως Κομμουνιστῶν Γιουγκοσλαβίας θὰ ἀπόσχῃ. bbox=[656, 216, 826, 298]
column-2: ΥΠΑΛΛΗΛΟΙ ΚΑΙ ΕΡΓΑΤΑΙ Εἰδήσεις καὶ πληροφορίαι Κατεσκευάσθη ἡ προγραμματισθεῖσα διὰ τὰ ἐργατικὰ κέντρα τῆς Πελοποννήσου. Ὁμοσπονδίας Χειριστῶν καὶ Ὑπαλλήλων Ἑταιρειῶν. Ὁ Ὑπουργὸς Ἐργασίας ἐδέχθη ἀντιπροσωπείαν τῶν ἐργαζομένων εἰς τὰς κατασκευάς, ἡ ὁποία ἐξέθεσε τὰ αἰτήματά της. Τὸ Δ.Σ. τῆς Ὁμοσπονδίας ἀπεφάσισε νὰ συνέλθῃ εἰς συνεδρίασιν. Ἀποφασίσθη ἡ ὑποβολὴ ὑπομνήματος. Ὁ Σύλλογος τῶν ὑπαλλήλων ἀνακοινοῖ ὅτι αἱ ἐκλογαὶ θὰ διεξαχθοῦν τὴν προσεχῆ ἑβδομάδα εἰς τὰ γραφεῖα τοῦ Συλλόγου. Ἡ Γενικὴ Συνομοσπονδία Ἐργατῶν Ἑλλάδος ἐξέδωσεν ἀνακοινωθὲν διὰ τοῦ ὁποίου ζητεῖ τὴν αὔξησιν τῶν ἡμερομισθίων κατὰ 10%. Αἱ διαπραγματεύσεις συνεχίζονται. Τὸ Ἐργατικὸν Κέντρον Πειραιῶς θὰ ἐξετάσῃ τὸ θέμα κατὰ τὴν προσεχῆ συνεδρίασίν του. ΤΟ ΟΧΗΜΑΤΑΓΩΓΟΝ «ΛΑΡΝΞ», ΟΙ ΑΡΧΙΣΗ ΔΡΟΜΟΛΟΓΙΑ Κατόπιν ἐγκρίσεως τοῦ Ὑπουργοῦ Ἐμπορικῆς Ναυτιλίας τὸ ὀχηματαγωγὸν «Λάρνξ» ἀρχίζει δρομολόγια μεταξὺ Ἠγουμενίτσης καὶ Κερκύρας. Τὰ δρομολόγια θὰ ἐκτελοῦνται καθημερινῶς. ΕΞΕΣΦΑΛΙΣΘΗΣΕ ΚΑΡΠΟΥΣ! ΚΑΤΑ ΔΕΤΦΡΑΛΚΟΣ Συνελήφθη ὁ ἐπονομαζόμενος ὑπὸ τῆς Ἀστυνομίας ἐπὶ κλοπῇ. Ὁ δράστης παρεπέμφθη εἰς τὸν Εἰσαγγελέα. ΤΡΟΠΟΠΟΙΗΣΙΣ ΔΙΑΔΡΟΜΗΣ ΛΕΩΦΟΡΕΙΩΝ Ἀπὸ σήμερον τροποποιεῖται ἡ διαδρομὴ τῶν λεωφορείων τῆς γραμμῆς Ἀθηνῶν — Πειραιῶς λόγῳ τῶν ἐκτελουμένων ἔργων ἐπὶ τῆς ὁδοῦ. Τὰ λεωφορεῖα θὰ κινοῦνται μέσω τῶν παραλλήλων ὁδῶν. ΣΥΝΕΙΔΗΤΗ ΣΥΚΟΦΑΝΤΙΑ ΔΙΕΠΡΑΞΕΝ Ο κ. ΑΝΔΡΕΑΣ Η ΣΥΝΕΧΕΙΑ ΑΠΟ ΤΗΝ ΣΕΛΙΔΑ 1 πρὸς τούτο: Ἐγὼ δὲν θὰ ἀπεχώρηση. Οἱ Ῥῶσοι ἔχουν ὑποχωρῆσει εἰς τὸ πλαίσιον τῶν ἀπόψεων τῶν Ἀμερικανῶν καὶ τοῦ Στάλιν ἀπὸ τὴν γραμμὴ ποὺ συμφωνήθηκε. Ὁ κ. Ἀνδρέας Παπανδρέου ἐδήλωσεν ὅτι δὲν θὰ ἀποχωρήσῃ ἀπὸ τὴν πολιτικήν. Ἐπανέλαβε τὰς κατηγορίας του κατὰ τῆς Κυβερνήσεως καὶ ἐζήτησε τὴν διενέργειαν ἐκλογῶν. Ὁ βουλευτὴς κ. Κ. Μητσοτάκης ἀπήντησε διὰ δηλώσεώς του ὅτι αἱ κατηγορίαι εἶναι ἀβάσιμοι. Ἡ ὑπόθεσις θὰ τεθῇ ἐνώπιον τῆς Βουλῆς. Αἱ συζητήσεις ἀναμένεται νὰ εἶναι θυελλώδεις. Ὁ κ. Παπανδρέου εἶπεν ἀκόμη ὅτι ἡ Κυβέρνησις δὲν ἔχει τὴν ἐμπιστοσύνην τοῦ λαοῦ. Οἱ Ῥῶσοι ἔχουν ὑποχωρήσει, εἶπεν, ἀλλὰ ἡ κατάστασις παραμένει ρευστή. Ὁ Ἰβάν Ἀλέξεγιεβιτς ἀπήντησεν εἰς τὰς ἐρωτήσεις τῶν δημοσιογράφων. Μία ἀπὸ τὶς ἐρωτήσεις ἀφοροῦσε τὸ μέλλον τῆς Γερμανίας. Οἱ Ῥῶσοι δὲν θὰ ἐγκαταλείψουν τὸ Βερολῖνον, εἶπεν. Μίαν φορὰν ὁ Πρόεδρος εἶπε ὅτι δὲν θὰ ἐπιτρέψῃ τὴν ἐξάπλωσιν τοῦ κομμουνισμοῦ. Ἡ Δύσις ἀντιμετωπίζει μεγάλας προκλήσεις. Ο. ΚΟΥΠΕΡΣ ΑΤΡΙΟΝ: Ἡ συνέχεια. bbox=[368, 60, 640, 2269]
bond-row: 1960 ΔΕΗ 4 171 171 bbox=[1022, 391, 1151, 402]
bond-row: 1931 Ανασυγκ. 110 110 bbox=[1022, 504, 1151, 526]
racing-news-box: ΙΠΠΟΔΡΟΜΙΑΚΑ ΝΕΑ Πιθανοὶ νικηταὶ τῶν σημερινῶν ἱπποδρομιῶν: 1η) Κόνκορδ 2) Στὰρ 3) Μισελάν. 4η) Σπίτα. 5η) Γαλάξιος. 6η) Ἀλκυών. bbox=[10, 1510, 176, 1602]
bond-row: 1965 ΑΕ 410 410 bbox=[1022, 301, 1151, 312]
bond-row: 1926 Σταθερ. 250 250 bbox=[1022, 661, 1151, 672]
bond-row: 1962 ΑΕΓ 246.50 246 bbox=[1022, 267, 1151, 278]
headline-slander: ΣΥΝΕΙΔΗΤΗ ΣΥΚΟΦΑΝΤΙΑ ΔΙΕΠΡΑΞΕΝ Ο κ. ΑΝΔΡΕΑΣ bbox=[399, 1206, 609, 1310]
section-rule bbox=[10, 526, 352, 529]
continuation-note: Η ΣΥΝΕΧΕΙΑ ΑΠΟ ΤΗΝ ΣΕΛΙΔΑ 1 bbox=[656, 186, 826, 221]
banks-title: ΤΡΑΠΕΖΑΙ — ΑΣΦΑΛΕΙΑΙ bbox=[1222, 191, 1420, 208]
closing-date: ΚΛΕΙΣΙΜΟΝ ΤΗΣ ΠΑΡΑΣΚΕΥΗΣ, 1ης ΙΟΥΛΙΟΥ 1966 bbox=[1109, 174, 1331, 184]
continuation-note: Η ΣΥΝΕΧΕΙΑ ΑΠΟ ΤΗΝ ΣΕΛΙΔΑ 1 bbox=[10, 199, 352, 220]
bond-row: 1964 ΔΕΗ 9 340 340 bbox=[1022, 447, 1151, 458]
bank-row: Κτηματική 350 bbox=[1224, 279, 1311, 290]
seb-head: ΝΑ ΚΑΤΟΝΟΜΑΣΘΗ ΧΡΗΜΑΤΟΔΟΤΗΣΕΙΣ ΒΙΟΜΗΧΑΝΙΑΣ ΖΗΤΕΙ Ο Σ.Ε.Β. bbox=[1235, 1422, 1409, 1459]
subhead-churches: Ο ΠΑΓΚΟΣΜΙΟΝ ΣΥΝΕΔΡΙΟΝ ΕΚΚΛΗΣΙΩΝ bbox=[667, 1212, 815, 1239]
sultanina-head: ΘΑ ΕΦΑΡΜΟΣΘΗ Η ΝΕΟΔΟΞΑΣ ΚΑΛΛΙΕΡΓΕΙΑΣ ΣΟΥΛΤΑΝΙΝΑΣ bbox=[1434, 1114, 1586, 1151]
bond-row: 1958 ΔΕΗ 2 160 159 -0.62 bbox=[1022, 369, 1199, 380]
bond-row: 1964 ΑΕ 350 350 bbox=[1022, 290, 1151, 301]
economy-editor: ('Επιμέλεια κ. Στ. Παπαϊωάννου) bbox=[1205, 128, 1512, 147]
col-diff: Διαφορά bbox=[1370, 210, 1420, 222]
economy-title: ΟΙΚΟΝΟΜΙΚΗ ΖΩΗ bbox=[1080, 71, 1532, 117]
article-body: Ὁ Τσώρτσιλ τὰ εἶχε βρῆ δλα αὐτὰ μὲ μεγάλη συγκίνησι. Ὑστερα ἀπὸ κάμποσες γελοῖς μπουρδισμοὺς τοῦ κυβερνήτου, ἐκφράστηκε τὸ θέμα ποὺ εἶχε ἀπασχολήσει γιὰ πολλὰ χρόνια. bbox=[10, 753, 176, 849]
free-market-head: Ἐλευθέρα ἀγορὰ ξένων χρεογράφων bbox=[1034, 1461, 1202, 1494]
article-body: ΧΑΝΙΑ, 1. (Τοῦ ἀνταποκριτοῦ μας). — Κατόπιν τετραημέρου διαδικασίας ἐξεδόθη σήμερον περὶ τὴν 1ην μ.μ. ἡ ἀπόφασις τοῦ Τριμελοῦς Πλημμελειοδικείου Χανίων ἐπὶ τῆς ὑποθέσεως τοῦ Γεωργ. Βαλυράκη, ἐμπόρου Χανίων, ἐγκαλουμένου διὰ ψευδορκίαν. bbox=[10, 255, 352, 323]
economy-title-box bbox=[1020, 66, 1592, 122]
industry-row: Καμπάς 800 bbox=[1224, 414, 1334, 425]
economy-mid-b: αἱ συναλλαγαὶ τῆς ἀγορᾶς ἦσαν ζωηραί, τὰ δάνεια τῆς ΔΕΗ ἐσημείωσαν μικρὰν αὔξησιν. Ἡ Τράπεζα τῆς Ἑλλάδος ἔκλεισεν εἰς 4810. Ἡ χρυσῆ λίρα Ἡ χρυσῆ λίρα Ἀγγλίας ἐπωλήθη χθὲς εἰς 280 δρχ. ΧΡΗΜΑΤΙΣΤΗΡΙΑ ΕΞΩΤΕΡΙΚΟΥ Τὰ ἑλληνικὰ δάνεια εἰς τὴν ἀγορὰν Λονδίνου Παρισίων 5.570 φράγκα. Ἀγορὰ Μιλάνου 708—718 λιρέτται. Αἱ τιμαὶ τῶν μετάλλων ΛΟΝΔΙΝΟΝ, 1 Ἰουλίου (Τιμαὶ κλεισίματος) — Χαλκός: 507—507 ½. Κασσίτερος: 1230—1232. Μόλυβδος: 86 ¾—87. ΝΕΑ ΥΟΡΚΗ, 30 Ἰουνίου. Χαλκὸς 36 σέντς. Μόλυβδος 15. Ψευδάργυρος 14.50. ΝΑ ΚΑΤΟΝΟΜΑΣΘΗ ΧΡΗΜΑΤΟΔΟΤΗΣΕΙΣ ΒΙΟΜΗΧΑΝΙΑΣ ΖΗΤΕΙ Ο Σ.Ε.Β. Ὁ Σύνδεσμος Ἑλλήνων Βιομηχάνων ἐζήτησε τὴν κατονομασίαν τῶν χρηματοδοτήσεων πρὸς τὴν βιομηχανίαν ἀπὸ τὰς Τραπέζας. ΑΙ ΤΙΜΑΙ ΔΙΑΘΕΣΕΩΣ ΠΕΤΡΕΛΑΙΟΕΙΔΩΝ Ὑπὸ τοῦ Ὑπουργείου Βιομηχανίας καθωρίσθησαν αἱ νέαι τιμαὶ διαθέσεως τῶν πετρελαιοειδῶν. Η ΣΥΓΚΕΝΤΡΩΣΙΣ ΟΡΥΖΗΣ Ὁ Κυβερνητικὸς Ἐπίτροπος ἀνήγγειλε τὴν συγκέντρωσιν ὀρύζης. Οἰκονομικαὶ ΜΙΚΡΑΙ ΕΙΔΗΣΕΙΣ Τὸ Σύνδεσμον Ἐξαγωγέων ἀπεφάσισε τὴν ἀποστολὴν ἀντιπροσωπείας εἰς τὸ ἐξωτερικόν. Ἡ ἐπιτροπὴ τῶν ἀγροτικῶν προϊόντων συνῆλθε σήμερον. bbox=[1224, 767, 1420, 2018]
col-prev: Προηγ. bbox=[1292, 210, 1335, 222]
industry-table bbox=[1222, 358, 1420, 527]
subhead-japan: ΙΑΠΩΝΙΚΟΝ ΔΙΑΒΗΜΑ bbox=[674, 1047, 808, 1061]
bank-row: Ἐθνικῆς 2925 2960 +0.85 bbox=[1224, 234, 1400, 245]
column-rule bbox=[1012, 60, 1013, 2269]
bond-row: Εξαγ. ΑΕΓ 1963 154 155 +1.20 bbox=[1022, 312, 1199, 335]
bond-row: 1956 ΔΕΗ 1 153 150 -1.69 bbox=[1022, 357, 1199, 368]
bond-row: 1890 5% 620 620 bbox=[1022, 594, 1151, 605]
craft-head: Η ΠΡΟΣΤΑΣΙΑ ΤΗΣ ΒΙΟΤΕΧΝΙΑΣ bbox=[1456, 1362, 1564, 1387]
bond-row: 1963 ΑΕΓ 278.50 278.50 bbox=[1022, 279, 1168, 290]
masthead-rule bbox=[1018, 44, 1578, 46]
issue-date: Σάββατον 2 'Ιουλίου 1966 bbox=[1166, 24, 1352, 40]
drachma-row: 1960 Ἐθν. 36 36 bbox=[1022, 707, 1159, 718]
continuation-note: Η ΣΥΝΕΧΕΙΑ ΑΠΟ ΤΗΝ ΣΕΛΙΔΑ 1 bbox=[10, 622, 176, 657]
bank-row: Ἐθνική Ἀσφ. 3930 bbox=[1224, 312, 1317, 323]
continuation-note: Η ΣΥΝΕΧΕΙΑ ΑΠΟ ΤΗΝ ΣΕΛΙΔΑ 1 bbox=[656, 752, 826, 787]
